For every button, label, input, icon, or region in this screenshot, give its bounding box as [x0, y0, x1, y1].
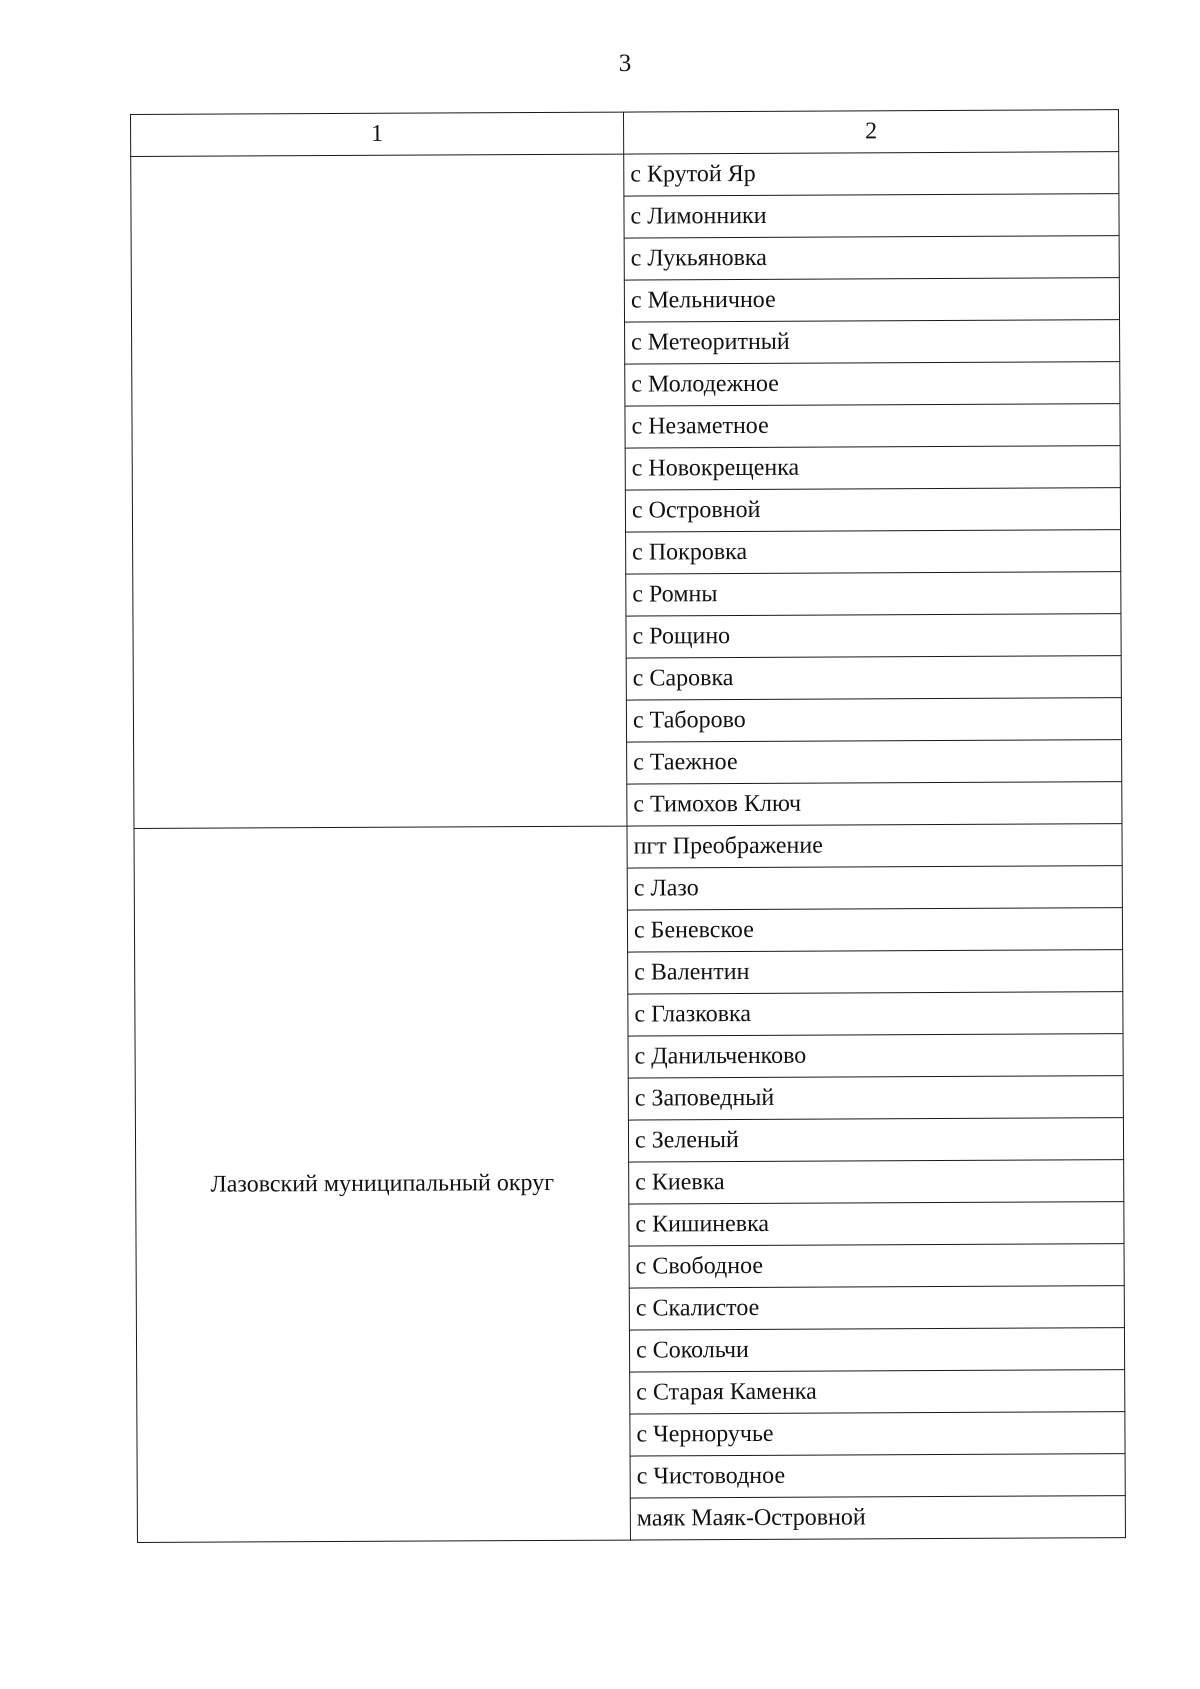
- settlement-cell: с Ромны: [626, 572, 1121, 616]
- settlement-cell: с Черноручье: [630, 1412, 1125, 1456]
- settlement-cell: с Чистоводное: [630, 1454, 1125, 1498]
- settlement-cell: с Лазо: [627, 866, 1122, 910]
- column-header-1: 1: [131, 112, 624, 156]
- settlement-cell: с Тимохов Ключ: [627, 782, 1122, 826]
- table-row: [134, 824, 1122, 871]
- settlement-cell: с Лукьяновка: [624, 236, 1119, 280]
- settlement-cell: с Данильченково: [628, 1034, 1123, 1078]
- table-row: [131, 152, 1119, 199]
- settlement-cell: с Незаметное: [625, 404, 1120, 448]
- table-body: [131, 152, 1126, 1543]
- settlement-cell: с Заповедный: [628, 1076, 1123, 1120]
- settlement-cell: с Зеленый: [628, 1118, 1123, 1162]
- settlement-cell: с Валентин: [628, 950, 1123, 994]
- settlement-cell: с Покровка: [626, 530, 1121, 574]
- settlements-table: [130, 109, 1126, 1543]
- column-header-2: 2: [623, 110, 1118, 154]
- page-number: 3: [618, 50, 632, 77]
- settlement-cell: с Таборово: [626, 698, 1121, 742]
- settlement-cell: пгт Преображение: [627, 824, 1122, 868]
- settlement-cell: с Саровка: [626, 656, 1121, 700]
- settlement-cell: с Лимонники: [624, 194, 1119, 238]
- settlement-cell: с Рощино: [626, 614, 1121, 658]
- district-cell: [131, 154, 627, 828]
- district-cell: Лазовский муниципальный округ: [134, 826, 630, 1542]
- settlement-cell: с Мельничное: [624, 278, 1119, 322]
- settlement-cell: с Сокольчи: [629, 1328, 1124, 1372]
- settlement-cell: с Беневское: [627, 908, 1122, 952]
- table-header-row: [131, 110, 1119, 157]
- settlement-cell: с Островной: [625, 488, 1120, 532]
- settlement-cell: с Новокрещенка: [625, 446, 1120, 490]
- settlement-cell: с Киевка: [629, 1160, 1124, 1204]
- settlement-cell: с Свободное: [629, 1244, 1124, 1288]
- settlement-cell: с Молодежное: [625, 362, 1120, 406]
- settlement-cell: с Крутой Яр: [624, 152, 1119, 196]
- settlement-cell: с Метеоритный: [625, 320, 1120, 364]
- settlement-cell: с Кишиневка: [629, 1202, 1124, 1246]
- settlement-cell: с Скалистое: [629, 1286, 1124, 1330]
- settlement-cell: с Старая Каменка: [630, 1370, 1125, 1414]
- settlement-cell: маяк Маяк-Островной: [630, 1496, 1125, 1540]
- settlement-cell: с Глазковка: [628, 992, 1123, 1036]
- settlement-cell: с Таежное: [627, 740, 1122, 784]
